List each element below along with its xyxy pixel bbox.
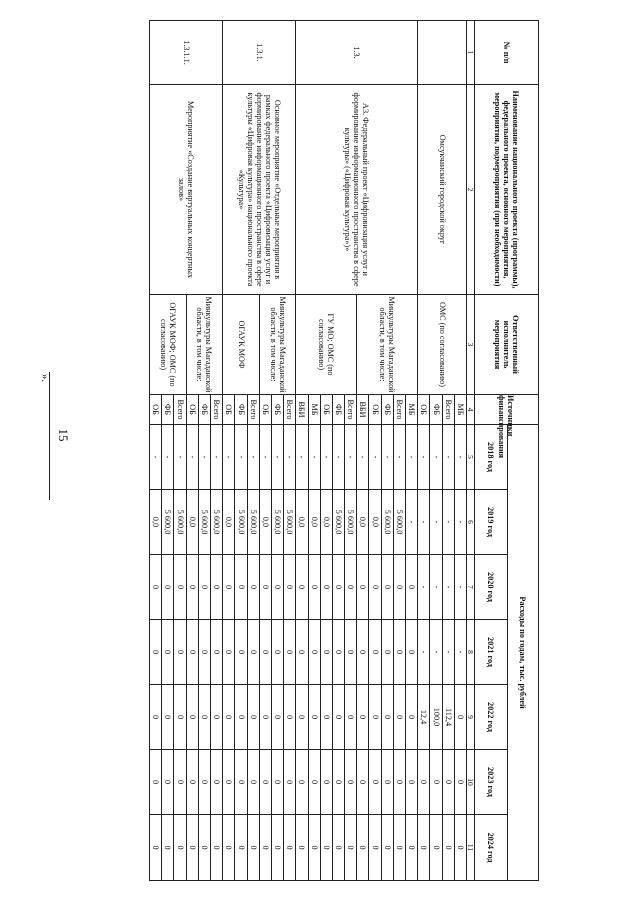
row-value: - <box>442 555 454 620</box>
row-value: 0 <box>308 750 320 815</box>
table-row <box>284 21 296 881</box>
row-value: 0 <box>418 815 430 881</box>
row-number: 1.3.1.1. <box>150 21 223 85</box>
row-value: 0 <box>150 750 162 815</box>
row-source: ОБ <box>223 395 235 425</box>
row-value: 0 <box>150 555 162 620</box>
row-value: - <box>211 425 223 490</box>
row-value: 0 <box>162 685 174 750</box>
row-value: 12,4 <box>418 685 430 750</box>
row-value: 0 <box>186 620 198 685</box>
row-value: 0 <box>357 620 369 685</box>
row-value: 0 <box>284 815 296 881</box>
row-value: 0,0 <box>259 490 271 555</box>
row-source: Всего <box>174 395 186 425</box>
row-executor: ГУ МО; ОМС (по согласованию) <box>296 295 357 395</box>
row-value: 0 <box>381 685 393 750</box>
row-value: - <box>393 425 405 490</box>
row-value: 0 <box>332 750 344 815</box>
row-value: 0 <box>247 750 259 815</box>
row-number: 1.3.1. <box>223 21 296 85</box>
row-value: 0 <box>223 555 235 620</box>
closing-line <box>49 372 50 500</box>
row-value: 0 <box>174 750 186 815</box>
row-value: - <box>454 620 466 685</box>
row-value: 0 <box>393 750 405 815</box>
header-name: Наименование национального проекта (программы), федерального проекта, основного мероприятия, мероприятия, подмероприятия (при необходимости) <box>475 85 539 295</box>
row-value: 0 <box>272 555 284 620</box>
row-value: - <box>369 425 381 490</box>
row-value: 0 <box>223 685 235 750</box>
row-executor: Минкультуры Магаданской области, в том числе: <box>357 295 418 395</box>
row-source: ФБ <box>332 395 344 425</box>
row-value: 0 <box>223 750 235 815</box>
row-value: - <box>332 425 344 490</box>
column-number: 6 <box>467 490 475 555</box>
row-executor: Минкультуры Магаданской области, в том числе: <box>259 295 296 395</box>
row-value: - <box>296 425 308 490</box>
row-value: 0 <box>430 750 442 815</box>
row-number: 1.3. <box>296 21 418 85</box>
column-number: 3 <box>467 295 475 395</box>
row-value: 0 <box>369 815 381 881</box>
row-value: 5 600,0 <box>332 490 344 555</box>
row-value: 0 <box>150 815 162 881</box>
row-source: ОБ <box>369 395 381 425</box>
row-value: 0 <box>357 750 369 815</box>
row-value: 0 <box>406 685 418 750</box>
row-value: 100,0 <box>430 685 442 750</box>
row-value: - <box>442 490 454 555</box>
row-value: 0 <box>247 620 259 685</box>
row-value: 0 <box>162 620 174 685</box>
row-value: 0 <box>332 555 344 620</box>
row-value: - <box>454 425 466 490</box>
column-number: 8 <box>467 620 475 685</box>
row-value: 0 <box>259 750 271 815</box>
header-year-2023: 2023 год <box>475 750 508 815</box>
row-value: 0 <box>393 620 405 685</box>
row-value: 0 <box>320 685 332 750</box>
column-number: 11 <box>467 815 475 881</box>
row-value: 0 <box>369 685 381 750</box>
row-value: 0 <box>235 815 247 881</box>
row-value: 0 <box>198 555 210 620</box>
row-value: 0 <box>393 685 405 750</box>
row-value: 0 <box>332 685 344 750</box>
row-value: 0 <box>235 620 247 685</box>
row-value: 0 <box>284 750 296 815</box>
row-value: 0,0 <box>320 490 332 555</box>
table-row <box>454 21 466 881</box>
row-value: 0 <box>357 685 369 750</box>
row-value: 5 600,0 <box>198 490 210 555</box>
row-source: ОБ <box>186 395 198 425</box>
row-value: 0 <box>186 750 198 815</box>
row-value: 0 <box>369 555 381 620</box>
row-value: 0,0 <box>186 490 198 555</box>
row-value: 0 <box>345 750 357 815</box>
row-value: 0 <box>345 815 357 881</box>
row-value: 0 <box>381 750 393 815</box>
row-value: 0 <box>235 685 247 750</box>
row-value: - <box>272 425 284 490</box>
row-source: ФБ <box>198 395 210 425</box>
row-value: 112,4 <box>442 685 454 750</box>
row-value: - <box>150 425 162 490</box>
row-value: 0,0 <box>150 490 162 555</box>
row-source: Всего <box>345 395 357 425</box>
row-source: Всего <box>393 395 405 425</box>
row-value: 0 <box>406 815 418 881</box>
row-value: - <box>418 490 430 555</box>
row-value: 5 600,0 <box>272 490 284 555</box>
row-value: 0,0 <box>308 490 320 555</box>
row-value: - <box>235 425 247 490</box>
header-year-2022: 2022 год <box>475 685 508 750</box>
row-value: 0 <box>406 620 418 685</box>
row-value: 0 <box>174 815 186 881</box>
column-number: 1 <box>467 21 475 85</box>
row-name: А3. Федеральный проект «Цифровизация услуг и формирование информационного пространства в сфере культуры» («Цифровая культура»)» <box>296 85 418 295</box>
row-source: Всего <box>211 395 223 425</box>
row-value: 0 <box>259 555 271 620</box>
row-value: 0 <box>198 620 210 685</box>
row-source: ФБ <box>430 395 442 425</box>
row-value: 0 <box>296 620 308 685</box>
row-value: 0 <box>381 620 393 685</box>
row-source: Всего <box>442 395 454 425</box>
row-value: 0 <box>162 815 174 881</box>
row-name: Мероприятие «Создание виртуальных концертных залов» <box>150 85 223 295</box>
row-value: 0 <box>308 555 320 620</box>
row-value: 0 <box>174 555 186 620</box>
row-value: 0 <box>162 750 174 815</box>
row-value: 0 <box>393 555 405 620</box>
row-value: 0 <box>296 815 308 881</box>
row-number <box>418 21 467 85</box>
column-number: 9 <box>467 685 475 750</box>
row-value: 0,0 <box>296 490 308 555</box>
row-value: 0 <box>150 620 162 685</box>
row-value: 0 <box>308 620 320 685</box>
row-value: 0 <box>381 555 393 620</box>
row-value: 0 <box>284 685 296 750</box>
table-row <box>211 21 223 881</box>
column-number: 7 <box>467 555 475 620</box>
row-source: МБ <box>454 395 466 425</box>
column-number: 10 <box>467 750 475 815</box>
column-number: 5 <box>467 425 475 490</box>
page-number: 15 <box>56 428 71 442</box>
row-source: ФБ <box>162 395 174 425</box>
row-value: 0 <box>369 620 381 685</box>
row-source: ОБ <box>418 395 430 425</box>
row-value: 5 600,0 <box>345 490 357 555</box>
row-value: 5 600,0 <box>174 490 186 555</box>
row-value: - <box>186 425 198 490</box>
row-name: Омсукчанский городской округ <box>418 85 467 295</box>
row-value: 0 <box>272 815 284 881</box>
row-value: 0 <box>320 620 332 685</box>
row-value: 0 <box>174 685 186 750</box>
row-value: 0 <box>296 750 308 815</box>
column-numbers-row <box>467 21 475 881</box>
row-value: 0 <box>345 685 357 750</box>
row-value: 0 <box>345 555 357 620</box>
row-value: 0 <box>296 555 308 620</box>
row-value: - <box>357 425 369 490</box>
row-value: 0 <box>259 685 271 750</box>
row-value: - <box>418 425 430 490</box>
header-year-2019: 2019 год <box>475 490 508 555</box>
row-value: 0 <box>211 555 223 620</box>
row-value: - <box>247 425 259 490</box>
row-value: 0 <box>235 555 247 620</box>
row-value: 0 <box>320 555 332 620</box>
row-value: 0 <box>454 750 466 815</box>
row-source: ВБИ <box>357 395 369 425</box>
row-source: ФБ <box>272 395 284 425</box>
header-year-2021: 2021 год <box>475 620 508 685</box>
row-value: 0,0 <box>357 490 369 555</box>
row-value: 5 600,0 <box>211 490 223 555</box>
row-value: 0 <box>284 555 296 620</box>
row-value: 0 <box>454 815 466 881</box>
row-value: 0 <box>223 620 235 685</box>
row-value: - <box>223 425 235 490</box>
row-value: - <box>259 425 271 490</box>
row-value: 0 <box>247 555 259 620</box>
header-executor: Ответственный исполнитель мероприятия <box>475 295 539 395</box>
header-num: № п/п <box>475 21 539 85</box>
row-value: 0 <box>272 685 284 750</box>
row-value: - <box>381 425 393 490</box>
row-value: 0 <box>381 815 393 881</box>
row-value: 0 <box>211 815 223 881</box>
row-value: 5 600,0 <box>235 490 247 555</box>
row-value: - <box>418 620 430 685</box>
row-value: 0 <box>332 815 344 881</box>
row-value: 0 <box>296 685 308 750</box>
row-value: 0 <box>174 620 186 685</box>
header-year-2020: 2020 год <box>475 555 508 620</box>
row-value: 0 <box>162 555 174 620</box>
row-source: ОБ <box>259 395 271 425</box>
row-value: 0 <box>223 815 235 881</box>
row-value: - <box>406 490 418 555</box>
row-value: 0 <box>454 685 466 750</box>
row-value: 0 <box>211 750 223 815</box>
row-name: Основное мероприятие «Отдельные мероприятия в рамках федерального проекта «Цифровизация услуг и формирование информационного пространства в сфере культуры «Цифровая культура» национального проекта «Культура» <box>223 85 296 295</box>
row-value: - <box>284 425 296 490</box>
row-value: - <box>308 425 320 490</box>
row-source: ВБИ <box>296 395 308 425</box>
row-value: 0 <box>430 815 442 881</box>
row-source: Всего <box>284 395 296 425</box>
row-value: 0 <box>308 685 320 750</box>
row-value: 0 <box>308 815 320 881</box>
row-value: - <box>345 425 357 490</box>
row-value: 0 <box>418 750 430 815</box>
row-value: - <box>442 425 454 490</box>
row-value: 0 <box>369 750 381 815</box>
row-source: МБ <box>406 395 418 425</box>
table-body <box>150 21 467 881</box>
row-value: 0,0 <box>369 490 381 555</box>
row-value: - <box>418 555 430 620</box>
table-header <box>467 21 539 881</box>
header-expenses: Расходы по годам, тыс. рублей <box>508 425 539 881</box>
row-value: 0 <box>320 815 332 881</box>
row-value: 0 <box>247 815 259 881</box>
row-value: 0,0 <box>223 490 235 555</box>
row-value: 5 600,0 <box>162 490 174 555</box>
row-value: - <box>430 490 442 555</box>
row-value: 0 <box>150 685 162 750</box>
row-source: ОБ <box>150 395 162 425</box>
rotated-table-wrapper <box>79 20 539 880</box>
row-value: 0 <box>442 750 454 815</box>
row-value: 0 <box>357 555 369 620</box>
row-value: 0 <box>284 620 296 685</box>
header-year-2024: 2024 год <box>475 815 508 881</box>
row-value: 0 <box>211 620 223 685</box>
row-value: 0 <box>247 685 259 750</box>
row-value: - <box>430 620 442 685</box>
row-value: 5 600,0 <box>393 490 405 555</box>
row-value: 5 600,0 <box>381 490 393 555</box>
row-executor: ОГАУК МОФ; ОМС (по согласованию) <box>150 295 187 395</box>
row-value: - <box>454 490 466 555</box>
row-executor: ОМС (по согласованию) <box>418 295 467 395</box>
row-source: ФБ <box>381 395 393 425</box>
row-value: 0 <box>259 815 271 881</box>
column-number: 4 <box>467 395 475 425</box>
column-number: 2 <box>467 85 475 295</box>
row-value: 0 <box>259 620 271 685</box>
row-executor: Минкультуры Магаданской области, в том числе: <box>186 295 223 395</box>
row-value: 0 <box>198 685 210 750</box>
row-value: 0 <box>198 750 210 815</box>
row-value: 0 <box>272 750 284 815</box>
row-value: 5 600,0 <box>284 490 296 555</box>
row-value: - <box>430 555 442 620</box>
row-value: 0 <box>393 815 405 881</box>
row-executor: ОГАУК МОФ <box>223 295 260 395</box>
row-value: - <box>454 555 466 620</box>
row-value: - <box>174 425 186 490</box>
row-value: 0 <box>186 815 198 881</box>
row-value: 0 <box>235 750 247 815</box>
header-source: Источники финансирования <box>475 395 539 425</box>
row-value: 0 <box>211 685 223 750</box>
row-value: 0 <box>345 620 357 685</box>
row-value: 0 <box>186 685 198 750</box>
row-value: 0 <box>406 555 418 620</box>
row-value: 0 <box>272 620 284 685</box>
row-source: ФБ <box>235 395 247 425</box>
table-row <box>406 21 418 881</box>
header-year-2018: 2018 год <box>475 425 508 490</box>
row-value: 0 <box>186 555 198 620</box>
row-value: 0 <box>406 750 418 815</box>
row-value: - <box>320 425 332 490</box>
row-value: - <box>198 425 210 490</box>
row-value: - <box>406 425 418 490</box>
row-value: - <box>430 425 442 490</box>
row-value: - <box>162 425 174 490</box>
budget-table <box>149 20 539 881</box>
closing-mark: ». <box>39 373 52 383</box>
row-value: 0 <box>442 815 454 881</box>
row-value: 0 <box>198 815 210 881</box>
row-value: 0 <box>332 620 344 685</box>
row-source: ОБ <box>320 395 332 425</box>
row-value: 0 <box>357 815 369 881</box>
row-value: - <box>442 620 454 685</box>
row-source: МБ <box>308 395 320 425</box>
row-value: 5 600,0 <box>247 490 259 555</box>
row-source: Всего <box>247 395 259 425</box>
row-value: 0 <box>320 750 332 815</box>
